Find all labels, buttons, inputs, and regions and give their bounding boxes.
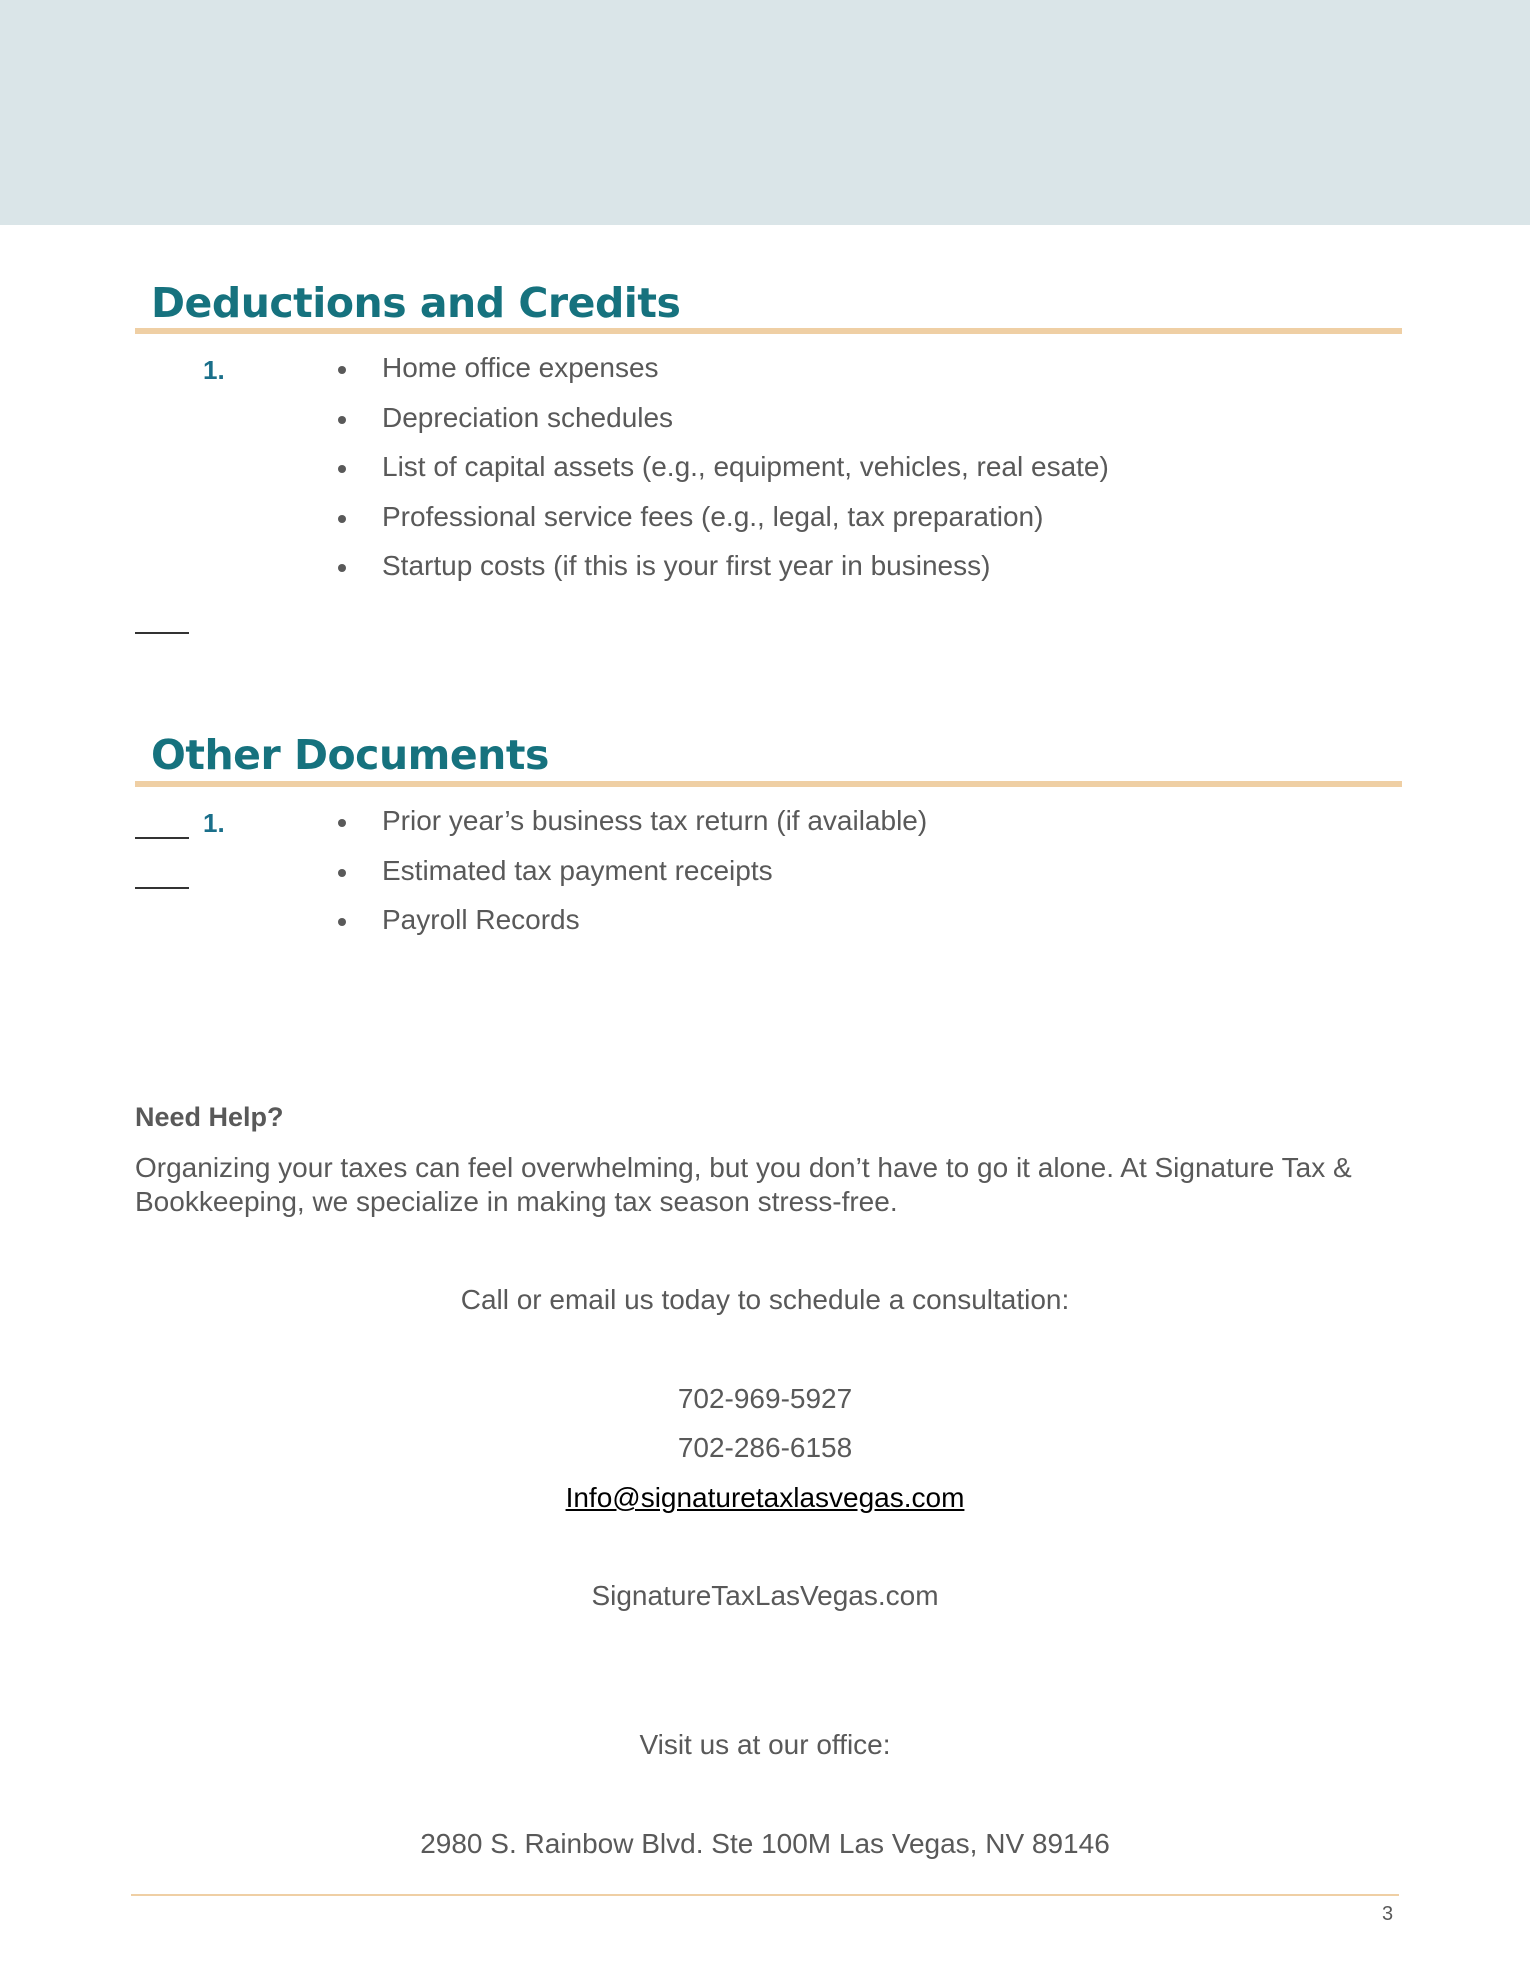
- visit-office-text: Visit us at our office:: [639, 1729, 891, 1760]
- list-item: Home office expenses: [337, 354, 1109, 404]
- list-item: Depreciation schedules: [337, 404, 1109, 454]
- list-item: Prior year’s business tax return (if available): [337, 807, 927, 857]
- help-paragraph: Organizing your taxes can feel overwhelming, but you don’t have to go it alone. At Signature Tax & Bookkeeping, we specialize in making tax season stress-free.: [135, 1152, 1352, 1217]
- deductions-list: [337, 354, 1109, 602]
- section-title-other-documents: Other Documents: [151, 731, 549, 779]
- section-rule: [135, 781, 1402, 787]
- section-rule: [135, 328, 1402, 334]
- list-item: List of capital assets (e.g., equipment, vehicles, real esate): [337, 453, 1109, 503]
- email-link[interactable]: Info@signaturetaxlasvegas.com: [565, 1482, 965, 1513]
- list-number: 1.: [203, 808, 225, 838]
- checkbox-blank-line: [135, 837, 189, 839]
- header-band: [0, 0, 1530, 225]
- page-number: 3: [1382, 1903, 1394, 1925]
- section-title-deductions: Deductions and Credits: [151, 279, 681, 327]
- consultation-cta: Call or email us today to schedule a consultation:: [460, 1284, 1070, 1315]
- email-line: [0, 1484, 1530, 1512]
- website-text: SignatureTaxLasVegas.com: [591, 1580, 939, 1611]
- checkbox-blank-line: [135, 632, 189, 634]
- list-number: 1.: [203, 355, 225, 385]
- checkbox-blank-line: [135, 887, 189, 889]
- phone-number-2: 702-286-6158: [677, 1432, 853, 1463]
- list-item: Startup costs (if this is your first year in business): [337, 552, 1109, 602]
- footer-rule: [131, 1894, 1399, 1896]
- help-heading: Need Help?: [135, 1102, 284, 1132]
- list-item: Estimated tax payment receipts: [337, 857, 927, 907]
- other-documents-list: [337, 807, 927, 956]
- phone-number-1: 702-969-5927: [677, 1383, 853, 1414]
- list-item: Payroll Records: [337, 906, 927, 956]
- office-address: 2980 S. Rainbow Blvd. Ste 100M Las Vegas, NV 89146: [420, 1828, 1110, 1859]
- list-item: Professional service fees (e.g., legal, tax preparation): [337, 503, 1109, 553]
